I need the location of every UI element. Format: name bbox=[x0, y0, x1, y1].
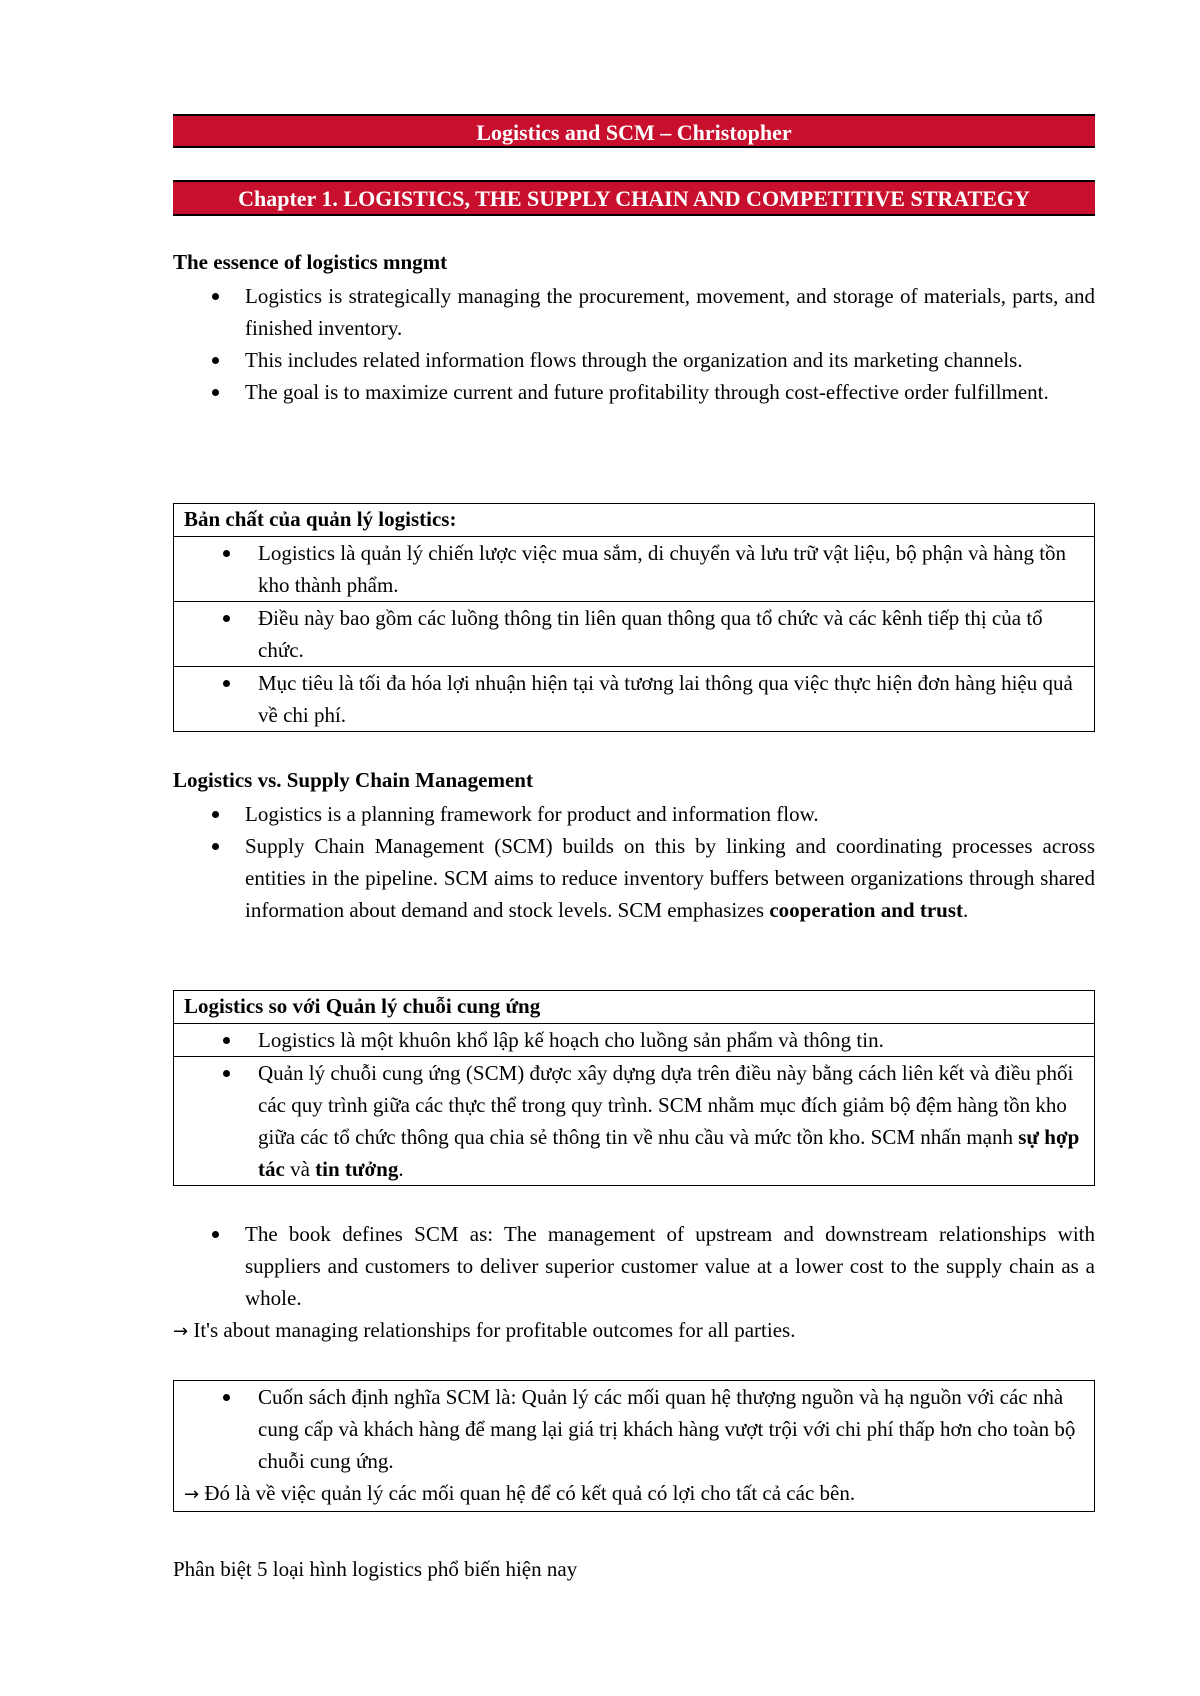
essence-list bbox=[173, 280, 1095, 408]
essence-heading: The essence of logistics mngmt bbox=[173, 250, 448, 274]
emphasis-text: tin tưởng bbox=[315, 1157, 399, 1181]
definition-list bbox=[173, 1218, 1095, 1314]
arrow-right-icon: → bbox=[173, 1321, 189, 1342]
definition-vi-box bbox=[173, 1380, 1095, 1512]
table-row: Quản lý chuỗi cung ứng (SCM) được xây dựng dựa trên điều này bằng cách liên kết và điều phối các quy trình giữa các thực thể trong quy trình. SCM nhằm mục đích giảm bộ đệm hàng tồn kho giữa các tổ chức thông qua chia sẻ thông tin về nhu cầu và mức tồn kho. SCM nhấn mạnh sự hợp tác và tin tưởng. bbox=[174, 1057, 1084, 1185]
table-row: Điều này bao gồm các luồng thông tin liên quan thông qua tổ chức và các kênh tiếp thị của tổ chức. bbox=[174, 602, 1084, 666]
list-item: Supply Chain Management (SCM) builds on this by linking and coordinating processes across entities in the pipeline. SCM aims to reduce inventory buffers between organizations through shared information about demand and stock levels. SCM emphasizes cooperation and trust. bbox=[173, 830, 1095, 926]
table-row: Logistics là quản lý chiến lược việc mua sắm, di chuyển và lưu trữ vật liệu, bộ phận và hàng tồn kho thành phẩm. bbox=[174, 537, 1084, 601]
vs-heading: Logistics vs. Supply Chain Management bbox=[173, 768, 533, 792]
table-row: Logistics là một khuôn khổ lập kế hoạch cho luồng sản phẩm và thông tin. bbox=[174, 1024, 1084, 1056]
list-item: The book defines SCM as: The management of upstream and downstream relationships with suppliers and customers to deliver superior customer value at a lower cost to the supply chain as a whole. bbox=[173, 1218, 1095, 1314]
chapter-title-banner: Chapter 1. LOGISTICS, THE SUPPLY CHAIN AND COMPETITIVE STRATEGY bbox=[173, 180, 1095, 216]
list-item: Logistics is a planning framework for product and information flow. bbox=[173, 798, 1095, 830]
emphasis-text: cooperation and trust bbox=[769, 898, 963, 922]
vs-vi-heading: Logistics so với Quản lý chuỗi cung ứng bbox=[184, 994, 541, 1018]
table-row: Mục tiêu là tối đa hóa lợi nhuận hiện tại và tương lai thông qua việc thực hiện đơn hàng hiệu quả về chi phí. bbox=[174, 667, 1084, 731]
vs-list bbox=[173, 798, 1095, 926]
arrow-right-icon: → bbox=[184, 1484, 200, 1505]
list-item: This includes related information flows through the organization and its marketing channels. bbox=[173, 344, 1095, 376]
essence-vi-table bbox=[173, 503, 1095, 732]
section-lead-text: Phân biệt 5 loại hình logistics phổ biến hiện nay bbox=[173, 1557, 578, 1581]
essence-vi-heading: Bản chất của quản lý logistics: bbox=[184, 507, 457, 531]
vs-vi-table bbox=[173, 990, 1095, 1186]
emphasis-text: sự hợp tác bbox=[258, 1125, 1080, 1181]
list-item: Logistics is strategically managing the procurement, movement, and storage of materials, parts, and finished inventory. bbox=[173, 280, 1095, 344]
document-title-banner: Logistics and SCM – Christopher bbox=[173, 114, 1095, 148]
table-row: Cuốn sách định nghĩa SCM là: Quản lý các mối quan hệ thượng nguồn và hạ nguồn với các nhà cung cấp và khách hàng để mang lại giá trị khách hàng vượt trội với chi phí thấp hơn cho toàn bộ chuỗi cung ứng. bbox=[174, 1381, 1084, 1477]
list-item: The goal is to maximize current and future profitability through cost-effective order fulfillment. bbox=[173, 376, 1095, 408]
definition-vi-note: → Đó là về việc quản lý các mối quan hệ để có kết quả có lợi cho tất cả các bên. bbox=[184, 1481, 856, 1505]
definition-note: → It's about managing relationships for profitable outcomes for all parties. bbox=[173, 1318, 796, 1342]
